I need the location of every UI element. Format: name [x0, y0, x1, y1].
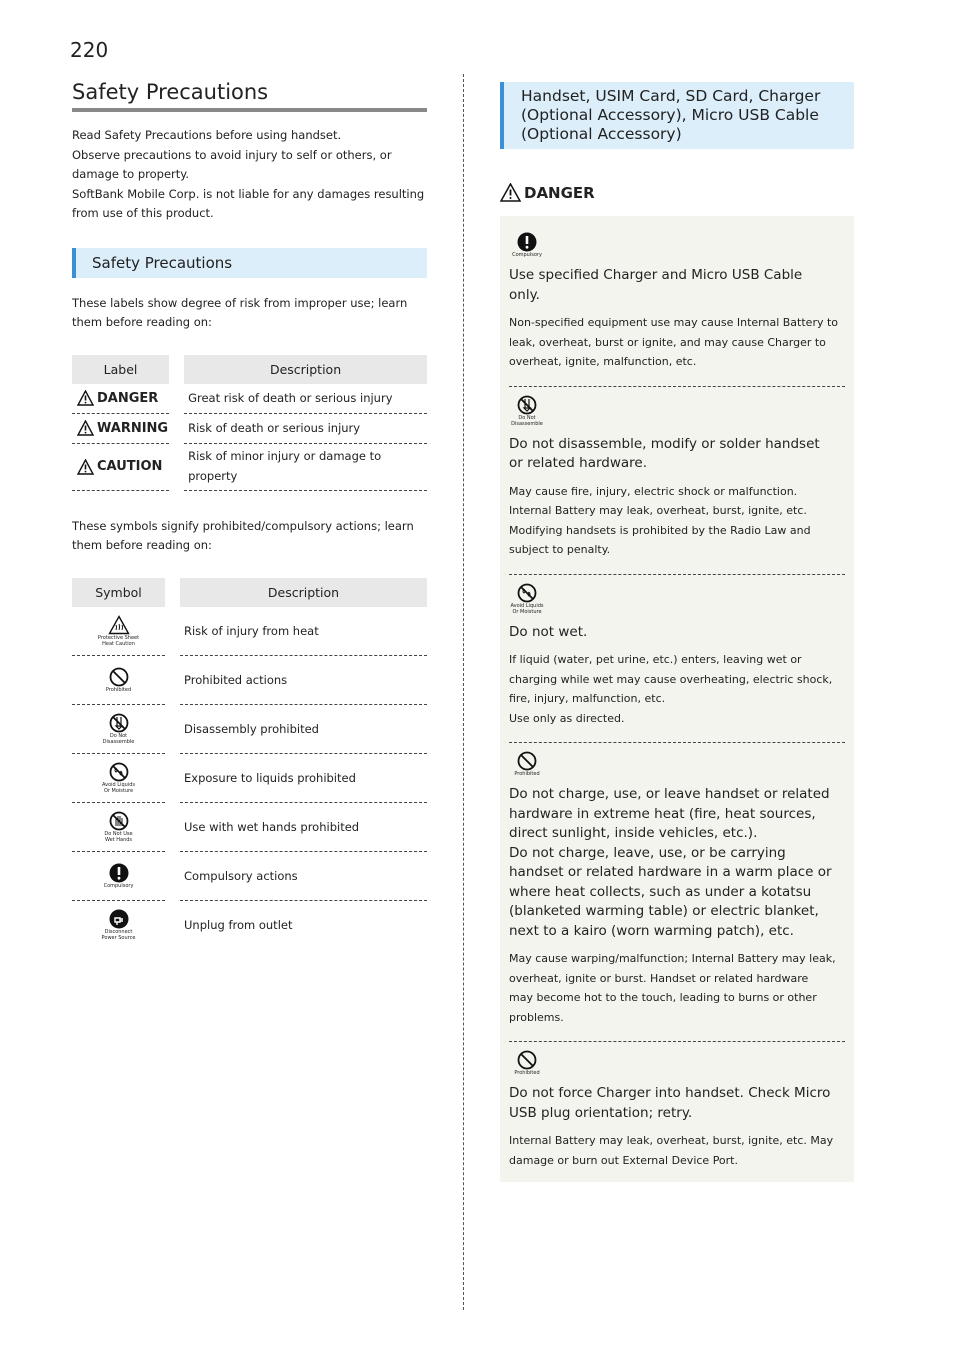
item-title: Do not disassemble, modify or solder handset or related hardware. — [509, 435, 820, 471]
symbols-table — [72, 578, 427, 949]
intro-line: damage to property. — [72, 167, 190, 181]
symbol-description: Disassembly prohibited — [184, 721, 319, 736]
symbol-caption: Avoid Liquids — [102, 781, 135, 788]
symbol-description: Compulsory actions — [184, 868, 298, 883]
heading-line: (Optional Accessory) — [521, 125, 682, 143]
item-title: Use specified Charger and Micro USB Cable only. — [509, 267, 803, 303]
item-title: Do not wet. — [509, 623, 588, 640]
danger-item — [509, 386, 845, 560]
table-row — [72, 414, 427, 444]
heat-caution-icon — [108, 615, 130, 635]
labels-note — [72, 294, 427, 333]
table-header-row — [72, 355, 427, 384]
compulsory-icon — [509, 232, 545, 252]
avoid-liquids-icon — [109, 762, 129, 782]
warning-triangle-icon — [500, 183, 521, 202]
symbol-caption: Or Moisture — [512, 608, 542, 615]
table-header-label: Label — [72, 355, 169, 384]
label-description: Risk of death or serious injury — [188, 421, 361, 435]
unplug-icon — [109, 909, 129, 929]
section-heading — [72, 248, 427, 278]
no-wet-hands-icon — [109, 811, 129, 831]
symbol-caption: Protective Sheet — [97, 634, 140, 641]
symbol-caption: Prohibited — [514, 1070, 540, 1076]
table-row — [72, 384, 427, 414]
note-line: them before reading on: — [72, 315, 212, 329]
symbol-description: Unplug from outlet — [184, 917, 293, 932]
right-section-heading — [500, 82, 854, 149]
label-danger: DANGER — [97, 390, 159, 406]
do-not-disassemble-icon — [109, 713, 129, 733]
right-column — [500, 82, 854, 1182]
symbol-caption: Power Source — [101, 934, 136, 941]
label-description: Risk of minor injury or damage to — [188, 449, 382, 463]
intro-line: Observe precautions to avoid injury to self or others, or — [72, 147, 392, 162]
symbols-note — [72, 517, 427, 556]
item-body: Internal Battery may leak, overheat, burst, ignite, etc. May damage or burn out External Device Port. — [509, 1134, 834, 1167]
table-row — [72, 444, 427, 491]
symbol-caption: Avoid Liquids — [510, 602, 544, 609]
prohibited-icon — [509, 1050, 545, 1070]
intro-line: Read Safety Precautions before using handset. — [72, 128, 342, 142]
danger-label: DANGER — [524, 183, 595, 202]
item-body: May cause fire, injury, electric shock or malfunction. Internal Battery may leak, overheat, burst, ignite, etc. Modifying handsets is prohibited by the Radio Law and subject to penalty. — [509, 484, 811, 556]
symbol-caption: Or Moisture — [103, 787, 134, 794]
danger-item — [509, 742, 845, 1027]
intro-text — [72, 126, 427, 224]
left-column — [72, 80, 427, 949]
section-heading-text: Safety Precautions — [92, 253, 233, 272]
avoid-liquids-icon — [509, 583, 545, 603]
label-description: property — [188, 468, 238, 483]
danger-panel — [500, 216, 854, 1182]
labels-table — [72, 355, 427, 491]
symbol-caption: Do Not — [518, 414, 536, 421]
symbol-caption: Compulsory — [103, 882, 134, 889]
symbol-caption: Compulsory — [512, 252, 542, 258]
compulsory-icon — [109, 863, 129, 883]
symbol-description: Prohibited actions — [184, 672, 288, 687]
danger-item — [509, 574, 845, 729]
column-divider — [463, 74, 464, 1310]
table-row — [72, 852, 427, 901]
item-body: Non-specified equipment use may cause Internal Battery to leak, overheat, burst or ignite, and may cause Charger to overheat, ignite, malfunction, etc. — [509, 316, 839, 368]
heading-line: Handset, USIM Card, SD Card, Charger — [521, 87, 821, 105]
symbol-caption: Do Not Use — [104, 830, 133, 837]
prohibited-icon — [109, 667, 129, 687]
symbol-caption: Do Not — [109, 732, 128, 739]
prohibited-icon — [509, 751, 545, 771]
table-row — [72, 607, 427, 656]
symbol-caption: Disassemble — [102, 738, 135, 745]
label-description: Great risk of death or serious injury — [188, 391, 393, 405]
table-row — [72, 901, 427, 949]
warning-triangle-icon — [77, 459, 94, 475]
danger-item — [509, 224, 845, 372]
table-row — [72, 803, 427, 852]
warning-triangle-icon — [77, 420, 94, 436]
table-row — [72, 705, 427, 754]
table-header-description: Description — [180, 578, 427, 607]
table-row — [72, 754, 427, 803]
item-title: Do not charge, use, or leave handset or related hardware in extreme heat (fire, heat sources, direct sunlight, inside vehicles, etc.). Do not charge, leave, use, or be carrying handset or related hardware in a warm place or where heat collects, such as under a kotatsu (blanketed warming table) or electric blanket, next to a kairo (worn warming patch), etc. — [509, 786, 832, 939]
do-not-disassemble-icon — [509, 395, 545, 415]
table-header-description: Description — [184, 355, 427, 384]
danger-heading — [500, 183, 854, 202]
symbol-description: Use with wet hands prohibited — [184, 819, 360, 834]
symbol-caption: Prohibited — [105, 686, 132, 693]
item-title: Do not force Charger into handset. Check Micro USB plug orientation; retry. — [509, 1085, 831, 1121]
note-line: These symbols signify prohibited/compulsory actions; learn — [72, 518, 414, 533]
symbol-description: Risk of injury from heat — [184, 623, 319, 638]
note-line: These labels show degree of risk from improper use; learn — [72, 295, 408, 310]
symbol-caption: Prohibited — [514, 771, 540, 777]
page-number: 220 — [70, 38, 109, 62]
page-title: Safety Precautions — [72, 80, 427, 112]
label-warning: WARNING — [97, 420, 169, 436]
item-body: If liquid (water, pet urine, etc.) enters, leaving wet or charging while wet may cause overheating, electric shock, fire, injury, malfunction, etc. Use only as directed. — [509, 653, 833, 725]
intro-line: from use of this product. — [72, 206, 214, 220]
heading-line: (Optional Accessory), Micro USB Cable — [521, 106, 819, 124]
table-header-symbol: Symbol — [72, 578, 165, 607]
symbol-caption: Wet Hands — [104, 836, 133, 843]
symbol-description: Exposure to liquids prohibited — [184, 770, 356, 785]
danger-item — [509, 1041, 845, 1170]
warning-triangle-icon — [77, 390, 94, 406]
note-line: them before reading on: — [72, 538, 212, 552]
label-caution: CAUTION — [97, 459, 163, 474]
symbol-caption: Disassemble — [511, 420, 543, 427]
symbol-caption: Heat Caution — [102, 640, 135, 647]
intro-line: SoftBank Mobile Corp. is not liable for any damages resulting — [72, 186, 425, 201]
table-header-row — [72, 578, 427, 607]
table-row — [72, 656, 427, 705]
symbol-caption: Disconnect — [104, 928, 133, 935]
item-body: May cause warping/malfunction; Internal Battery may leak, overheat, ignite or burst. Handset or related hardware may become hot to the touch, leading to burns or other problems. — [509, 952, 836, 1024]
